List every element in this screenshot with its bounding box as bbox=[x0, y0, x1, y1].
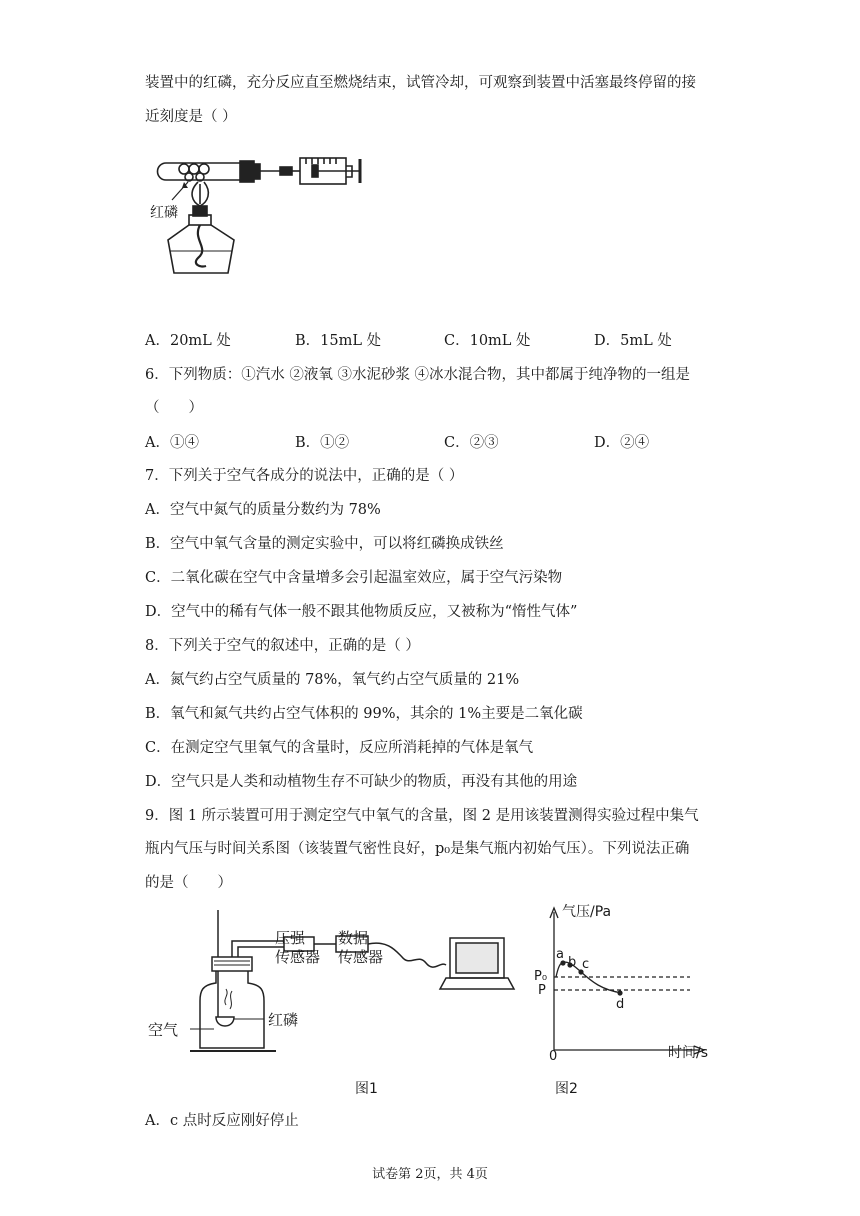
q7-option-c: C．二氧化碳在空气中含量增多会引起温室效应，属于空气污染物 bbox=[145, 570, 563, 586]
q5-apparatus-figure bbox=[148, 148, 378, 288]
q8-option-d: D．空气只是人类和动植物生存不可缺少的物质，再没有其他的用途 bbox=[145, 774, 578, 790]
q7-stem: 7．下列关于空气各成分的说法中，正确的是（ ） bbox=[145, 468, 464, 484]
q6-text-line2: （ ） bbox=[145, 400, 203, 416]
q9-option-a: A．c 点时反应刚好停止 bbox=[145, 1113, 299, 1129]
graph-y-label: 气压/Pa bbox=[562, 904, 612, 920]
q7-option-a: A．空气中氮气的质量分数约为 78% bbox=[145, 502, 381, 518]
p0-label: P₀ bbox=[534, 969, 548, 984]
point-c-label: c bbox=[582, 957, 590, 972]
figure2-caption: 图2 bbox=[555, 1081, 578, 1097]
point-b-label: b bbox=[568, 955, 577, 970]
point-d-label: d bbox=[616, 997, 625, 1012]
q9-text-line3: 的是（ ） bbox=[145, 875, 232, 891]
q5-apparatus-svg bbox=[148, 148, 378, 288]
page-footer: 试卷第 2页，共 4页 bbox=[372, 1167, 488, 1182]
red-phosphorus-label-fig1: 红磷 bbox=[268, 1011, 299, 1029]
q7-option-d: D．空气中的稀有气体一般不跟其他物质反应，又被称为“惰性气体” bbox=[145, 604, 578, 620]
q9-text-line2: 瓶内气压与时间关系图（该装置气密性良好，p₀是集气瓶内初始气压）。下列说法正确 bbox=[145, 841, 690, 857]
point-a-label: a bbox=[556, 947, 564, 962]
q5-option-c: C．10mL 处 bbox=[444, 333, 531, 349]
q9-text-line1: 9．图 1 所示装置可用于测定空气中氧气的含量，图 2 是用该装置测得实验过程中集气 bbox=[145, 808, 699, 824]
figure1-apparatus-svg bbox=[140, 905, 520, 1100]
q6-text-line1: 6．下列物质：①汽水 ②液氧 ③水泥砂浆 ④冰水混合物，其中都属于纯净物的一组是 bbox=[145, 367, 691, 383]
q8-option-c: C．在测定空气里氧气的含量时，反应所消耗掉的气体是氧气 bbox=[145, 740, 534, 756]
pressure-sensor-label-l1: 压强 bbox=[275, 929, 306, 947]
pressure-sensor-label bbox=[275, 929, 320, 967]
q9-figure1 bbox=[140, 905, 520, 1100]
q8-option-b: B．氧气和氮气共约占空气体积的 99%，其余的 1%主要是二氧化碳 bbox=[145, 706, 583, 722]
q5-text-line1: 装置中的红磷，充分反应直至燃烧结束，试管冷却，可观察到装置中活塞最终停留的接 bbox=[145, 75, 696, 91]
p-label: P bbox=[538, 983, 546, 998]
q8-option-a: A．氮气约占空气质量的 78%，氧气约占空气质量的 21% bbox=[145, 672, 520, 688]
red-phosphorus-label: 红磷 bbox=[150, 205, 178, 221]
air-label: 空气 bbox=[148, 1021, 179, 1039]
q5-option-a: A．20mL 处 bbox=[145, 333, 231, 349]
q6-option-a: A．①④ bbox=[145, 435, 199, 451]
graph-origin-label: 0 bbox=[549, 1049, 558, 1064]
data-sensor-label-l2: 传感器 bbox=[338, 948, 384, 966]
q5-option-d: D．5mL 处 bbox=[594, 333, 672, 349]
q5-option-b: B．15mL 处 bbox=[295, 333, 382, 349]
q6-option-d: D．②④ bbox=[594, 435, 650, 451]
figure1-caption: 图1 bbox=[355, 1081, 378, 1097]
q7-option-b: B．空气中氧气含量的测定实验中，可以将红磷换成铁丝 bbox=[145, 536, 504, 552]
data-sensor-label bbox=[338, 929, 383, 967]
q6-option-c: C．②③ bbox=[444, 435, 499, 451]
q8-stem: 8．下列关于空气的叙述中，正确的是（ ） bbox=[145, 638, 420, 654]
data-sensor-label-l1: 数据 bbox=[338, 929, 369, 947]
graph-x-label: 时间/s bbox=[668, 1045, 709, 1061]
q6-option-b: B．①② bbox=[295, 435, 350, 451]
q5-text-line2: 近刻度是（ ） bbox=[145, 109, 237, 125]
pressure-sensor-label-l2: 传感器 bbox=[275, 948, 321, 966]
